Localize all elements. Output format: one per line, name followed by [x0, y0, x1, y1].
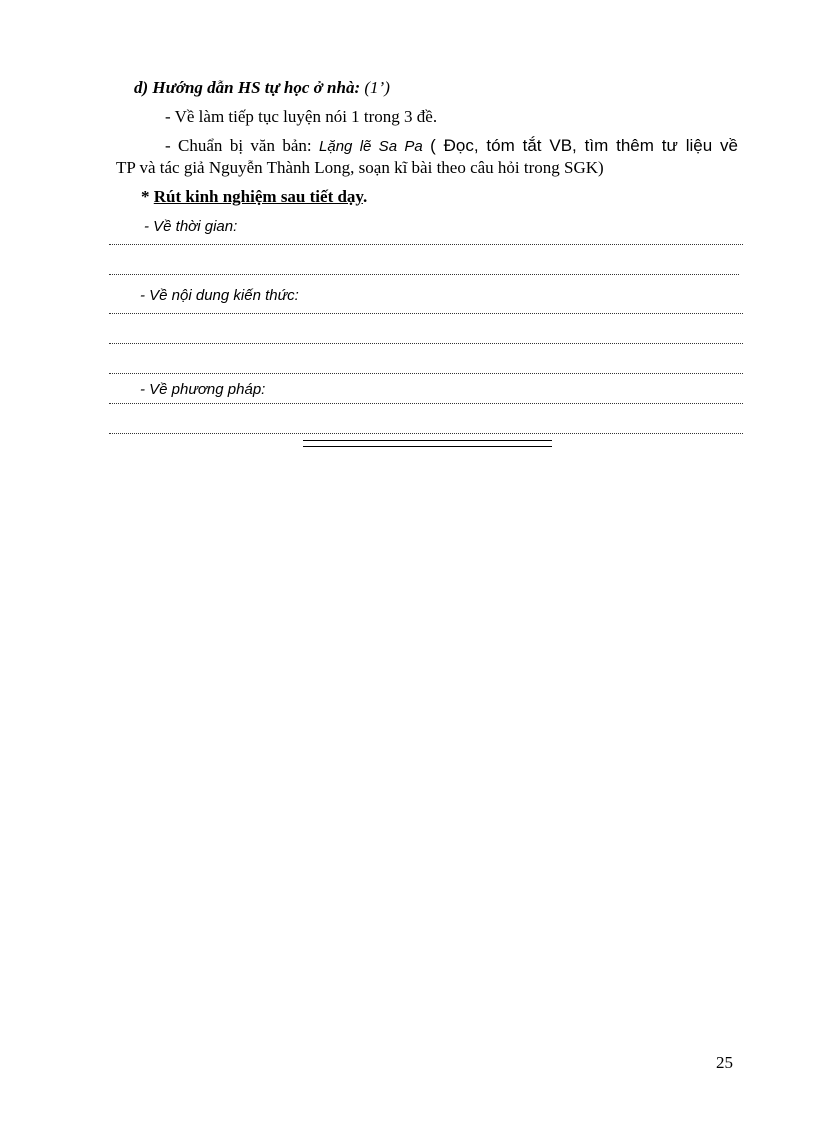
- homework-item-2-prefix: - Chuẩn bị văn bản:: [165, 136, 312, 155]
- dotted-line: [109, 274, 739, 275]
- reflection-period: .: [363, 187, 368, 206]
- reflection-star: *: [141, 187, 150, 206]
- reflection-heading-text: Rút kinh nghiệm sau tiết dạy: [153, 187, 363, 206]
- dotted-line: [109, 373, 743, 374]
- reflection-heading: [141, 187, 367, 207]
- time-label: - Về thời gian:: [144, 218, 238, 235]
- section-d-time: (1’): [364, 78, 390, 97]
- page-number: 25: [716, 1053, 733, 1072]
- homework-item-2-continuation: TP và tác giả Nguyễn Thành Long, soạn kĩ bài theo câu hỏi trong SGK): [116, 158, 604, 177]
- section-d-heading: [134, 78, 390, 98]
- homework-item-1: - Về làm tiếp tục luyện nói 1 trong 3 đề.: [165, 107, 438, 126]
- dotted-line: [109, 403, 743, 404]
- dotted-line: [109, 244, 743, 245]
- content-label: - Về nội dung kiến thức:: [140, 287, 299, 304]
- end-separator: [303, 440, 552, 447]
- homework-item-2-detail: ( Đọc, tóm tắt VB, tìm thêm tư liệu về: [430, 136, 738, 155]
- method-label: - Về phương pháp:: [140, 381, 266, 398]
- homework-item-2: [165, 136, 738, 157]
- section-d-title: d) Hướng dẫn HS tự học ở nhà:: [134, 78, 361, 97]
- dotted-line: [109, 433, 743, 434]
- dotted-line: [109, 343, 743, 344]
- dotted-line: [109, 313, 743, 314]
- work-title: Lặng lẽ Sa Pa: [319, 138, 423, 155]
